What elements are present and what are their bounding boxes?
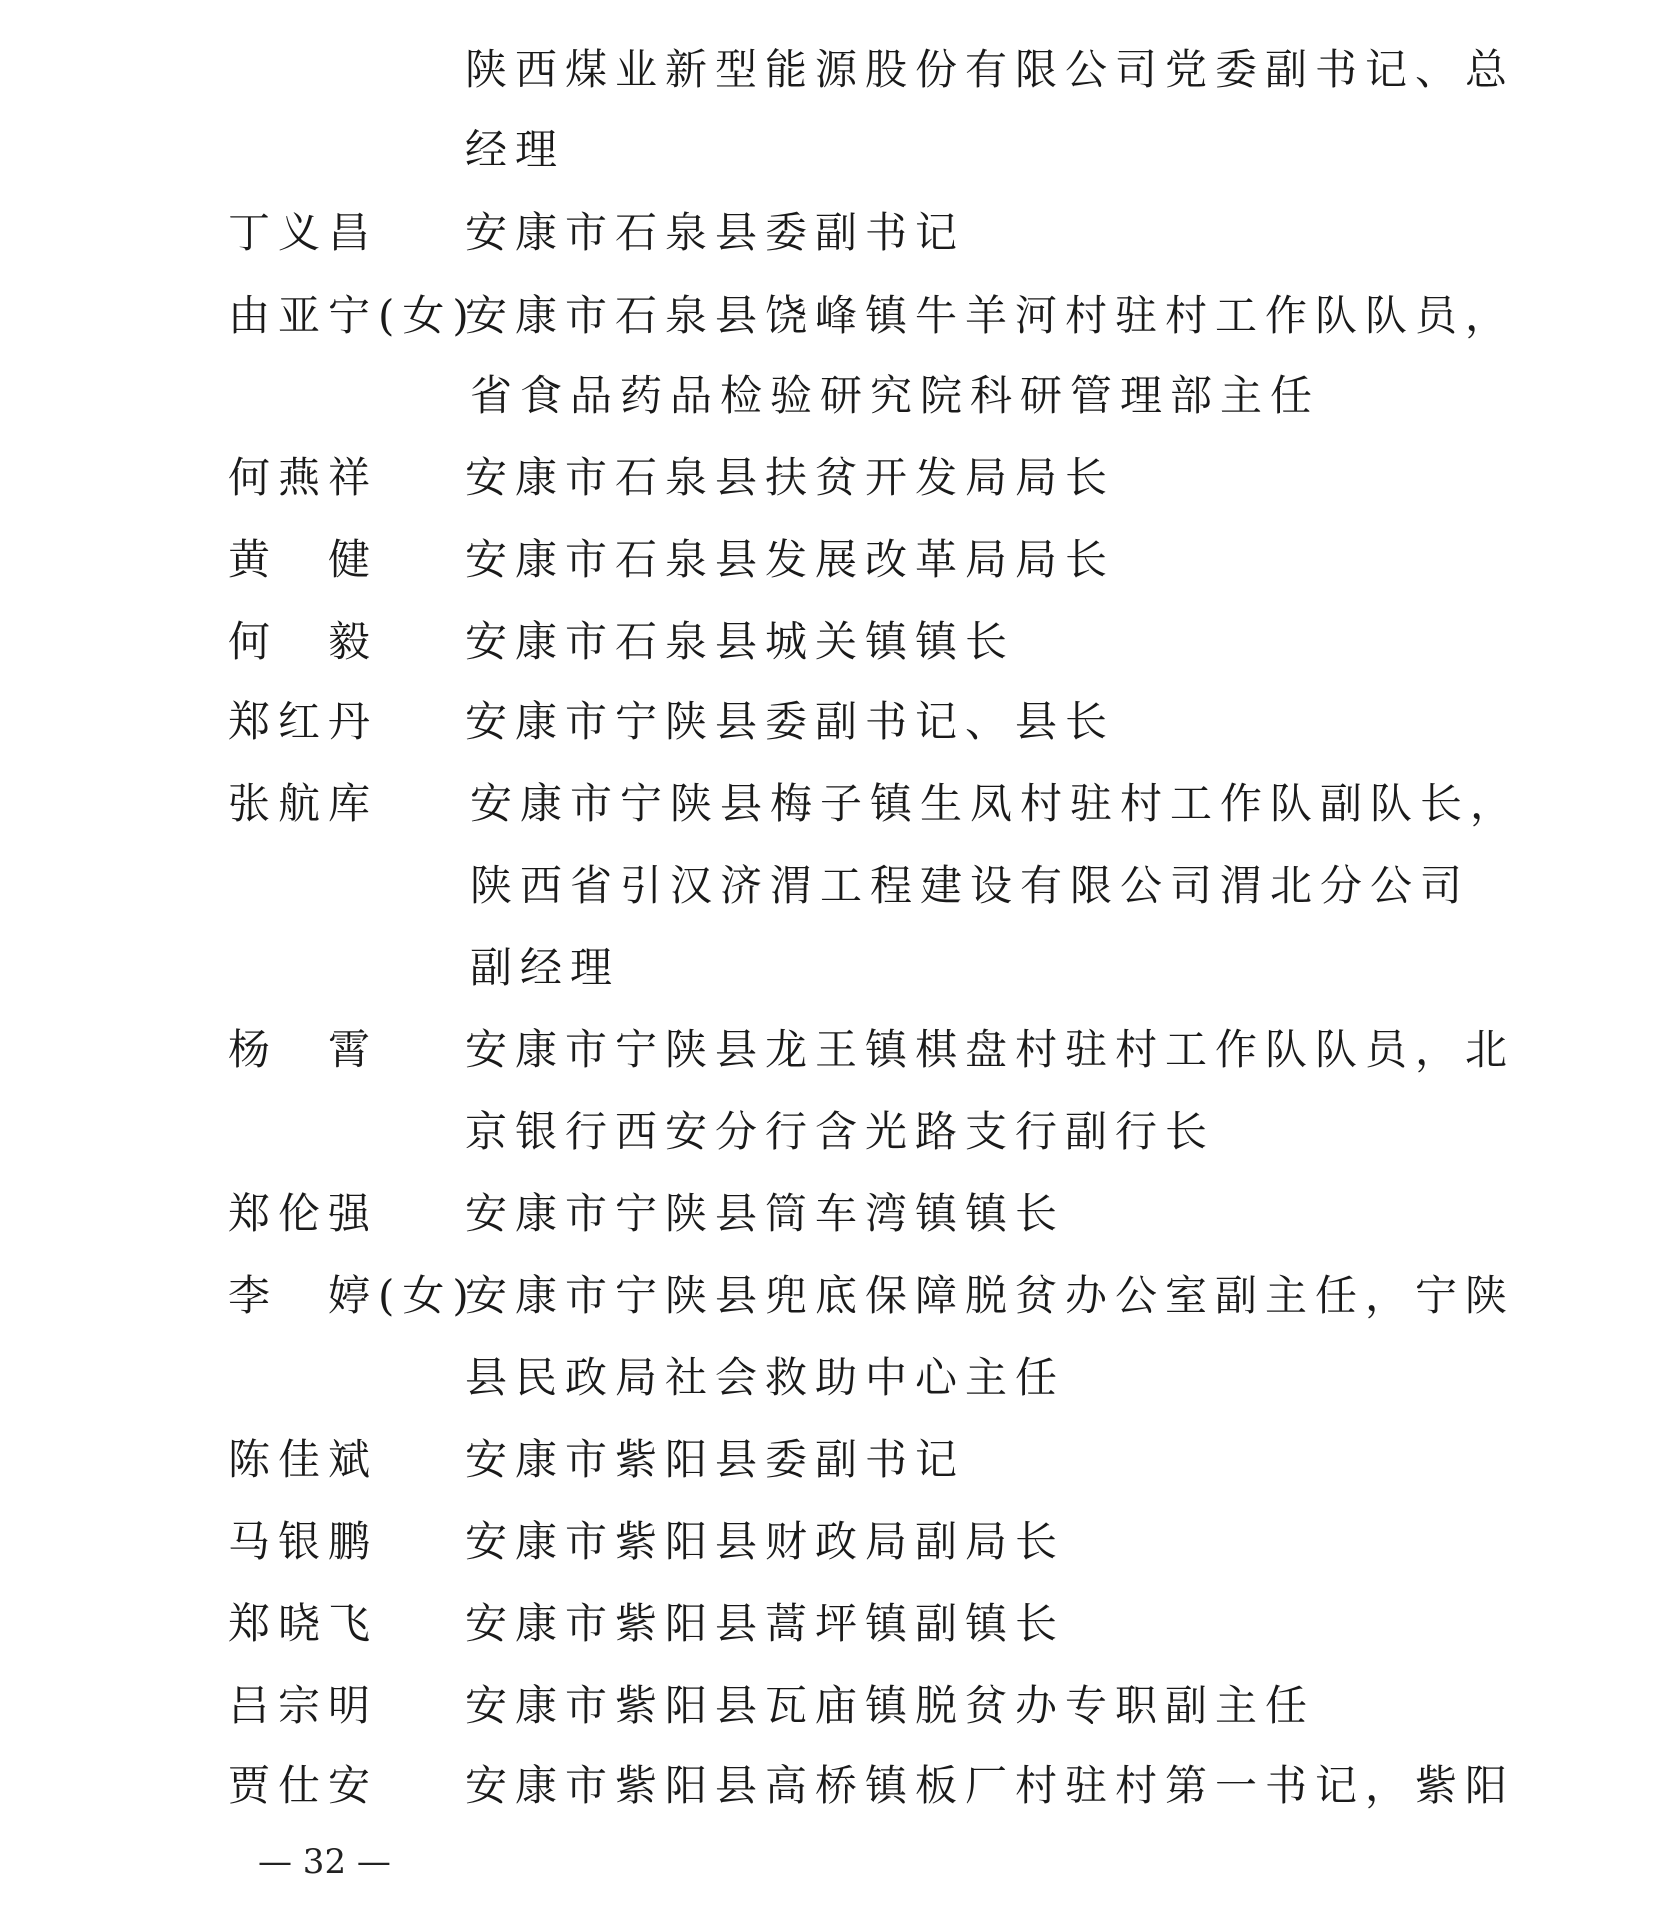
entry-description-line: 安康市石泉县城关镇镇长 xyxy=(465,617,1016,666)
entry-name: 陈佳斌 xyxy=(228,1435,379,1484)
page-number: — 32 — xyxy=(258,1842,391,1882)
entry-name: 吕宗明 xyxy=(228,1681,379,1730)
entry-description-line: 陕西省引汉济渭工程建设有限公司渭北分公司 xyxy=(470,861,1471,910)
entry-name: 黄 健 xyxy=(228,535,379,584)
entry-description-line: 安康市石泉县饶峰镇牛羊河村驻村工作队队员， xyxy=(465,291,1516,340)
entry-name: 何燕祥 xyxy=(228,453,379,502)
entry-name: 李 婷(女) xyxy=(228,1271,477,1320)
entry-description-line: 安康市紫阳县瓦庙镇脱贫办专职副主任 xyxy=(465,1681,1316,1730)
entry-description-line: 安康市宁陕县委副书记、县长 xyxy=(465,697,1116,746)
entry-description-line: 安康市宁陕县龙王镇棋盘村驻村工作队队员，北 xyxy=(465,1025,1516,1074)
entry-name: 杨 霄 xyxy=(228,1025,379,1074)
entry-name: 贾仕安 xyxy=(228,1761,379,1810)
entry-name: 何 毅 xyxy=(228,617,379,666)
entry-description-line: 经理 xyxy=(465,125,566,174)
entry-description-line: 安康市紫阳县蒿坪镇副镇长 xyxy=(465,1599,1066,1648)
entry-description-line: 安康市石泉县发展改革局局长 xyxy=(465,535,1116,584)
entry-name: 郑红丹 xyxy=(228,697,379,746)
entry-description-line: 省食品药品检验研究院科研管理部主任 xyxy=(470,371,1321,420)
entry-description-line: 安康市紫阳县财政局副局长 xyxy=(465,1517,1066,1566)
entry-name: 由亚宁(女) xyxy=(228,291,477,340)
entry-description-line: 副经理 xyxy=(470,943,621,992)
entry-name: 郑晓飞 xyxy=(228,1599,379,1648)
entry-description-line: 安康市紫阳县委副书记 xyxy=(465,1435,966,1484)
entry-description-line: 县民政局社会救助中心主任 xyxy=(465,1353,1066,1402)
entry-description-line: 京银行西安分行含光路支行副行长 xyxy=(465,1107,1216,1156)
entry-description-line: 陕西煤业新型能源股份有限公司党委副书记、总 xyxy=(465,45,1516,94)
entry-description-line: 安康市宁陕县筒车湾镇镇长 xyxy=(465,1189,1066,1238)
entry-description-line: 安康市宁陕县兜底保障脱贫办公室副主任，宁陕 xyxy=(465,1271,1516,1320)
entry-description-line: 安康市石泉县委副书记 xyxy=(465,208,966,257)
entry-name: 马银鹏 xyxy=(228,1517,379,1566)
entry-name: 丁义昌 xyxy=(228,208,379,257)
entry-name: 张航库 xyxy=(228,779,379,828)
entry-description-line: 安康市宁陕县梅子镇生凤村驻村工作队副队长， xyxy=(470,779,1521,828)
entry-description-line: 安康市紫阳县高桥镇板厂村驻村第一书记，紫阳 xyxy=(465,1761,1516,1810)
entry-name: 郑伦强 xyxy=(228,1189,379,1238)
entry-description-line: 安康市石泉县扶贫开发局局长 xyxy=(465,453,1116,502)
